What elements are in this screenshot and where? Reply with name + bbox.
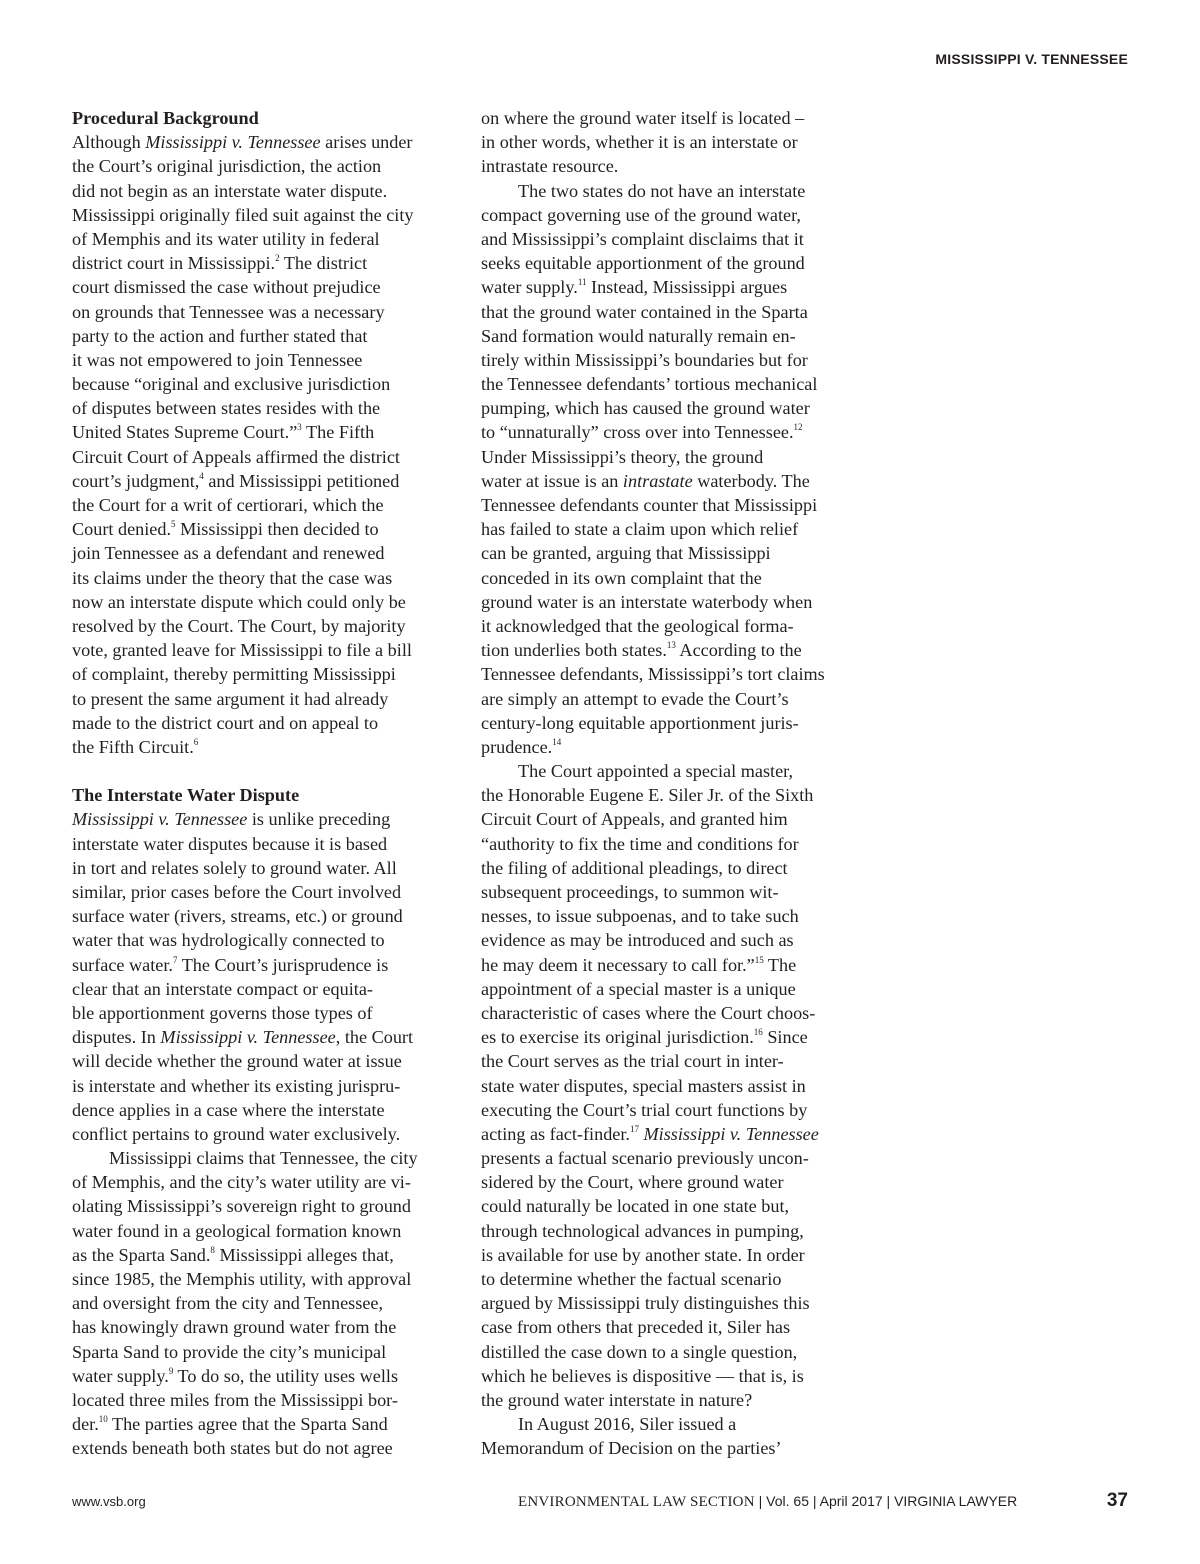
text-line: disputes. In Mississippi v. Tennessee, the Court [72,1027,414,1048]
paragraph [72,807,446,1146]
text-line: nesses, to issue subpoenas, and to take such [481,906,799,927]
text-line: made to the district court and on appeal to [72,712,379,733]
text-line: Mississippi v. Tennessee is unlike preceding [72,809,391,830]
footer-publication-info [518,1493,1017,1511]
text-line: he may deem it necessary to call for.”$^{15}$ The [481,954,797,975]
text-line: Tennessee defendants, Mississippi’s tort claims [481,664,825,685]
footnote-marker: 16 [753,1027,763,1038]
page-number: 37 [1106,1490,1128,1511]
footer-section-name: ENVIRONMENTAL LAW SECTION [518,1494,755,1510]
text-line: the filing of additional pleadings, to direct [481,857,788,878]
text-line: prudence.$^{14}$ [481,736,562,757]
text-line: Sand formation would naturally remain en- [481,325,796,346]
footnote-marker: 7 [172,954,178,965]
text-line: surface water.$^7$ The Court’s jurisprudence is [72,954,389,975]
text-line: through technological advances in pumping, [481,1220,804,1241]
text-line: water at issue is an intrastate waterbody. The [481,470,810,491]
footer-url: www.vsb.org [72,1494,146,1509]
text-line: can be granted, arguing that Mississippi [481,543,771,564]
text-line: Sparta Sand to provide the city’s municipal [72,1341,387,1362]
text-line: on grounds that Tennessee was a necessary [72,301,385,322]
text-line: is interstate and whether its existing jurispru- [72,1075,401,1096]
text-line: compact governing use of the ground water, [481,204,801,225]
footer-issue-info: | Vol. 65 | April 2017 | VIRGINIA LAWYER [754,1493,1018,1509]
footnote-marker: 2 [275,253,280,264]
text-line: water supply.$^{11}$ Instead, Mississippi argues [481,277,788,298]
text-line: es to exercise its original jurisdiction.$^{16}$ Since [481,1027,808,1048]
text-line: the ground water interstate in nature? [481,1389,753,1410]
text-line: United States Supreme Court.”$^3$ The Fifth [72,422,375,443]
text-line: olating Mississippi’s sovereign right to ground [72,1196,411,1217]
text-line: and Mississippi’s complaint disclaims that it [481,228,804,249]
text-line: the Court for a writ of certiorari, which the [72,495,384,515]
footnote-marker: 5 [171,519,176,530]
paragraph [72,130,446,759]
footnote-marker: 13 [666,640,676,651]
text-line: water found in a geological formation known [72,1220,402,1241]
text-line: Memorandum of Decision on the parties’ [481,1438,782,1459]
text-line: Under Mississippi’s theory, the ground [481,446,764,467]
heading-interstate-water-dispute: The Interstate Water Dispute [72,785,300,806]
text-line: evidence as may be introduced and such as [481,930,794,951]
text-line: resolved by the Court. The Court, by majority [72,615,406,636]
paragraph-gap [72,759,446,783]
text-line: In August 2016, Siler issued a [518,1414,737,1435]
text-line: The two states do not have an interstate [518,180,806,201]
text-line: similar, prior cases before the Court involved [72,882,402,902]
text-line: could naturally be located in one state but, [481,1196,790,1217]
footnote-marker: 3 [297,422,302,433]
text-line: district court in Mississippi.$^2$ The district [72,253,368,274]
right-column [481,106,859,1461]
text-line: the Court serves as the trial court in inter- [481,1051,784,1072]
footnote-marker: 14 [552,736,562,747]
text-line: of disputes between states resides with the [72,398,381,419]
left-column [72,106,446,1461]
text-line: it was not empowered to join Tennessee [72,349,363,370]
text-line: tion underlies both states.$^{13}$ According to the [481,640,802,661]
text-line: has failed to state a claim upon which relief [481,519,799,540]
text-line: and oversight from the city and Tennessee, [72,1293,384,1314]
text-line: presents a factual scenario previously uncon- [481,1148,809,1169]
text-line: water that was hydrologically connected to [72,930,385,951]
text-line: party to the action and further stated that [72,325,368,346]
text-line: did not begin as an interstate water dispute. [72,180,388,201]
paragraph [481,106,859,179]
text-line: Mississippi originally filed suit against the city [72,204,414,225]
text-line: of Memphis and its water utility in federal [72,228,380,249]
text-line: since 1985, the Memphis utility, with approval [72,1269,412,1289]
text-line: acting as fact-finder.$^{17}$ Mississippi v. Tennessee [481,1123,819,1144]
text-line: appointment of a special master is a unique [481,978,796,999]
text-line: clear that an interstate compact or equita- [72,978,373,999]
text-line: join Tennessee as a defendant and renewed [72,543,385,564]
text-line: distilled the case down to a single question, [481,1341,798,1362]
text-line: der.$^{10}$ The parties agree that the Sparta Sand [72,1414,388,1435]
paragraph [481,179,859,760]
text-line: The Court appointed a special master, [518,761,794,782]
text-line: water supply.$^9$ To do so, the utility uses wells [72,1365,399,1386]
footnote-marker: 8 [210,1244,215,1255]
text-line: ble apportionment governs those types of [72,1002,373,1023]
footnote-marker: 15 [754,954,764,965]
paragraph [481,759,859,1412]
text-line: because “original and exclusive jurisdiction [72,374,391,395]
text-line: Although Mississippi v. Tennessee arises under [72,132,413,153]
text-line: the Court’s original jurisdiction, the action [72,156,382,177]
text-line: conflict pertains to ground water exclusively. [72,1123,401,1144]
text-line: conceded in its own complaint that the [481,567,762,588]
text-line: Tennessee defendants counter that Mississippi [481,495,818,515]
text-line: interstate water disputes because it is based [72,833,388,854]
text-line: vote, granted leave for Mississippi to file a bill [72,640,412,661]
text-line: in other words, whether it is an interstate or [481,132,798,153]
text-line: which he believes is dispositive — that is, is [481,1365,804,1386]
text-line: state water disputes, special masters assist in [481,1075,806,1096]
footnote-marker: 17 [629,1123,639,1134]
text-line: case from others that preceded it, Siler has [481,1317,791,1338]
text-line: Court denied.$^5$ Mississippi then decided to [72,519,379,540]
text-line: it acknowledged that the geological forma- [481,615,794,636]
text-line: Circuit Court of Appeals, and granted him [481,809,788,830]
text-line: the Honorable Eugene E. Siler Jr. of the Sixth [481,785,814,806]
footnote-marker: 10 [98,1414,108,1425]
text-line: is available for use by another state. In order [481,1244,805,1265]
text-line: that the ground water contained in the Sparta [481,301,808,322]
text-line: the Tennessee defendants’ tortious mechanical [481,374,818,395]
heading-procedural-background: Procedural Background [72,108,259,128]
text-line: seeks equitable apportionment of the ground [481,253,805,274]
text-line: argued by Mississippi truly distinguishes this [481,1293,810,1314]
text-line: on where the ground water itself is located – [481,108,805,128]
text-line: of Memphis, and the city’s water utility are vi- [72,1172,411,1193]
text-line: the Fifth Circuit.$^6$ [72,736,199,757]
text-line: surface water (rivers, streams, etc.) or ground [72,906,403,927]
italic-text: intrastate [622,470,693,491]
italic-text: Mississippi v. Tennessee [72,809,248,830]
footnote-marker: 12 [793,422,803,433]
text-line: court dismissed the case without prejudice [72,277,381,298]
text-line: characteristic of cases where the Court choos- [481,1002,816,1023]
text-line: are simply an attempt to evade the Court’s [481,688,789,709]
text-line: sidered by the Court, where ground water [481,1172,784,1193]
text-line: tirely within Mississippi’s boundaries but for [481,349,808,370]
paragraph [72,1146,446,1460]
text-line: extends beneath both states but do not agree [72,1438,393,1459]
text-line: to determine whether the factual scenario [481,1269,782,1289]
italic-text: Mississippi v. Tennessee [643,1123,819,1144]
text-line: dence applies in a case where the interstate [72,1099,385,1120]
paragraph [481,1412,859,1460]
footnote-marker: 11 [577,277,587,288]
text-line: now an interstate dispute which could only be [72,591,406,612]
footnote-marker: 4 [199,470,204,481]
text-line: Circuit Court of Appeals affirmed the district [72,446,400,467]
italic-text: Mississippi v. Tennessee [160,1027,336,1048]
text-line: as the Sparta Sand.$^8$ Mississippi alleges that, [72,1244,394,1265]
text-line: century-long equitable apportionment juris- [481,712,799,733]
text-line: executing the Court’s trial court functions by [481,1099,808,1120]
text-line: Mississippi claims that Tennessee, the city [109,1148,418,1169]
text-line: in tort and relates solely to ground water. All [72,857,397,878]
text-line: intrastate resource. [481,156,619,177]
text-line: court’s judgment,$^4$ and Mississippi petitioned [72,470,400,491]
text-line: subsequent proceedings, to summon wit- [481,882,779,902]
footnote-marker: 6 [193,736,199,747]
text-line: has knowingly drawn ground water from the [72,1317,397,1338]
text-line: of complaint, thereby permitting Mississippi [72,664,396,685]
footnote-marker: 9 [168,1365,174,1376]
running-head: MISSISSIPPI V. TENNESSEE [935,51,1128,67]
text-line: ground water is an interstate waterbody when [481,591,813,612]
text-line: will decide whether the ground water at issue [72,1051,402,1072]
text-line: to “unnaturally” cross over into Tennessee.$^{12}$ [481,422,803,443]
italic-text: Mississippi v. Tennessee [145,132,321,153]
text-line: “authority to fix the time and conditions for [481,833,799,854]
text-line: pumping, which has caused the ground water [481,398,810,419]
text-line: located three miles from the Mississippi bor- [72,1389,398,1410]
text-line: its claims under the theory that the case was [72,567,393,588]
text-line: to present the same argument it had already [72,688,389,709]
